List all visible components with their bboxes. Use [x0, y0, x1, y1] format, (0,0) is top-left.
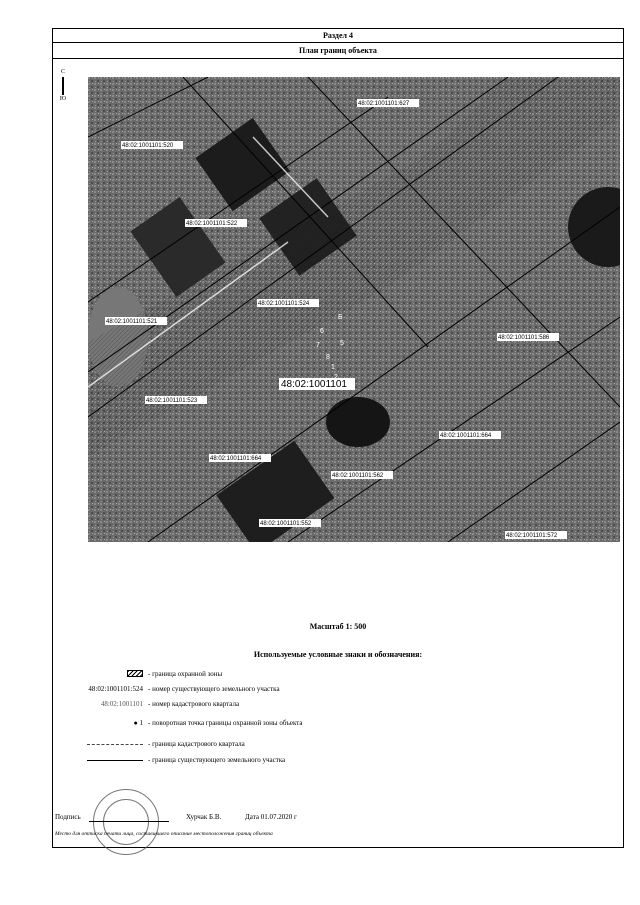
- signature-line: [89, 821, 169, 822]
- page-title: План границ объекта: [53, 43, 623, 59]
- legend-text: - граница кадастрового квартала: [148, 740, 245, 748]
- point-label: 6: [320, 328, 324, 335]
- legend-text: - номер кадастрового квартала: [148, 700, 240, 708]
- parcel-label: 48:02:1001101:664: [440, 433, 492, 439]
- legend-symbol: 1: [139, 719, 143, 727]
- satellite-map: [88, 77, 620, 542]
- parcel-label: 48:02:1001101:572: [506, 533, 558, 539]
- parcel-label: 48:02:1001101:524: [258, 301, 310, 307]
- parcel-label: 48:02:1001101:522: [186, 221, 238, 227]
- legend-text: - граница существующего земельного участка: [148, 756, 286, 764]
- parcel-label: 48:02:1001101:523: [146, 398, 198, 404]
- parcel-label: 48:02:1001101:562: [332, 473, 384, 479]
- quarter-label-group: [279, 378, 355, 390]
- section-header: Раздел 4: [53, 29, 623, 43]
- parcel-label: 48:02:1001101:627: [358, 101, 410, 107]
- seal-inner-ring: [103, 799, 149, 845]
- legend-row: [53, 670, 623, 684]
- north-arrow: [58, 69, 68, 103]
- map-svg: [88, 77, 620, 542]
- map-scale: Масштаб 1: 500: [309, 622, 367, 631]
- parcel-label: 48:02:1001101:521: [106, 319, 158, 325]
- point-label: 2: [334, 374, 338, 381]
- legend-row: [53, 719, 623, 733]
- document-frame: [52, 28, 624, 848]
- tree-canopy: [326, 397, 390, 447]
- point-label: Б: [338, 314, 343, 321]
- quarter-boundary-symbol: [87, 744, 143, 745]
- signature-date: Дата 01.07.2020 г: [245, 813, 297, 821]
- point-label: 5: [340, 340, 344, 347]
- parcel-label: 48:02:1001101:520: [122, 143, 174, 149]
- parcel-label: 48:02:1001101:664: [210, 456, 262, 462]
- south-label: Ю: [59, 96, 67, 102]
- point-label: 8: [326, 354, 330, 361]
- legend-row: [53, 740, 623, 754]
- legend-symbol: 48:02:1001101:524: [88, 685, 143, 693]
- legend-title: Используемые условные знаки и обозначения:: [253, 650, 423, 659]
- legend-text: - граница охранной зоны: [148, 670, 223, 678]
- north-label: С: [60, 69, 65, 75]
- legend-row: [53, 685, 623, 699]
- quarter-label: 48:02:1001101: [281, 379, 347, 390]
- parcel-boundary-symbol: [87, 760, 143, 761]
- point-label: 1: [331, 364, 335, 371]
- legend-text: - поворотная точка границы охранной зоны объекта: [148, 719, 303, 727]
- signature-label: Подпись: [55, 813, 81, 821]
- legend-text: - номер существующего земельного участка: [148, 685, 280, 693]
- zone-boundary-symbol: [127, 670, 143, 677]
- legend-symbol: 48:02:1001101: [100, 700, 143, 708]
- parcel-label: 48:02:1001101:552: [260, 521, 312, 527]
- stamp-place-caption: Место для оттиска печати лица, составившего описание местоположения границ объекта: [55, 831, 273, 837]
- parcel-label: 48:02:1001101:586: [498, 335, 550, 341]
- legend-row: [53, 756, 623, 770]
- signer-name: Хурчак Б.В.: [186, 813, 222, 821]
- point-dot-icon: ●: [133, 719, 140, 727]
- point-label: 7: [316, 342, 320, 349]
- arrow-icon: [62, 77, 64, 95]
- legend-row: [53, 700, 623, 714]
